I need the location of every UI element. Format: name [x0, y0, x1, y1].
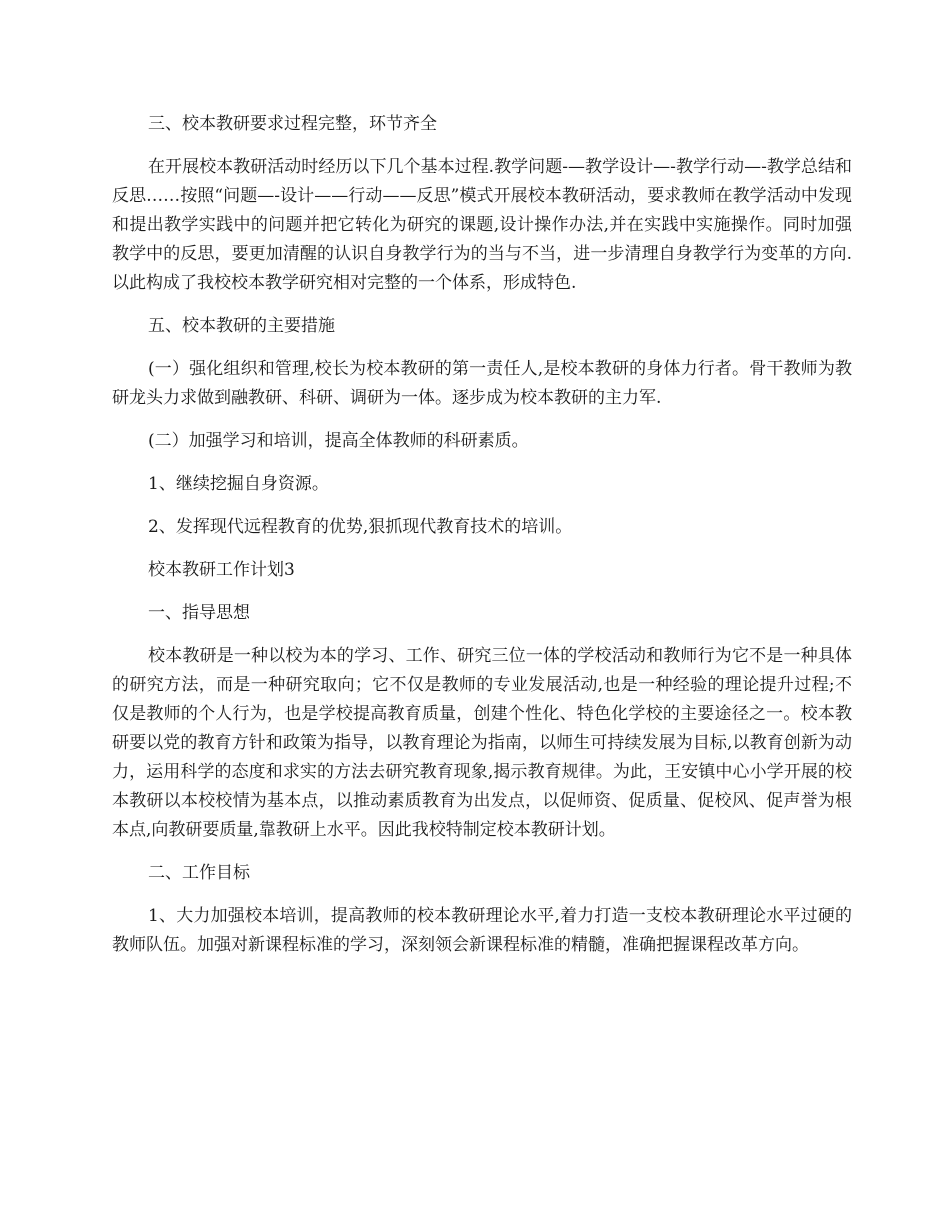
section-heading-measures: 五、校本教研的主要措施: [148, 316, 335, 336]
list-item-2: 2、发挥现代远程教育的优势,狠抓现代教育技术的培训。: [148, 517, 573, 537]
section-heading-process: 三、校本教研要求过程完整，环节齐全: [148, 114, 437, 134]
paragraph-guiding: 校本教研是一种以校为本的学习、工作、研究三位一体的学校活动和教师行为它不是一种具体的研究方法，而是一种研究取向；它不仅是教师的专业发展活动,也是一种经验的理论提升过程;不仅是教师的个人行为，也是学校提高教育质量，创建个性化、特色化学校的主要途径之一。校本教研要以党的教育方针和政策为指导，以教育理论为指南，以师生可持续发展为目标,以教育创新为动力，运用科学的态度和求实的方法去研究教育现象,揭示教育规律。为此，王安镇中心小学开展的校本教研以本校校情为基本点，以推动素质教育为出发点，以促师资、促质量、促校风、促声誉为根本点,向教研要质量,靠教研上水平。因此我校特制定校本教研计划。: [112, 646, 852, 840]
list-item-1: 1、继续挖掘自身资源。: [148, 474, 329, 494]
plan-title: 校本教研工作计划3: [148, 560, 295, 580]
paragraph-process: 在开展校本教研活动时经历以下几个基本过程.教学问题-—教学设计—-教学行动—-教学总结和反思……按照“问题—-设计——行动——反思”模式开展校本教研活动，要求教师在教学活动中发现和提出教学实践中的问题并把它转化为研究的课题,设计操作办法,并在实践中实施操作。同时加强教学中的反思，要更加清醒的认识自身教学行为的当与不当，进一步清理自身教学行为变革的方向.以此构成了我校校本教学研究相对完整的一个体系，形成特色.: [112, 157, 852, 293]
paragraph-goal-1: 1、大力加强校本培训，提高教师的校本教研理论水平,着力打造一支校本教研理论水平过硬的教师队伍。加强对新课程标准的学习，深刻领会新课程标准的精髓，准确把握课程改革方向。: [112, 906, 852, 955]
paragraph-measure-2: (二）加强学习和培训，提高全体教师的科研素质。: [148, 431, 529, 451]
section-heading-goals: 二、工作目标: [148, 863, 250, 883]
paragraph-measure-1: (一）强化组织和管理,校长为校本教研的第一责任人,是校本教研的身体力行者。骨干教师为教研龙头力求做到融教研、科研、调研为一体。逐步成为校本教研的主力军.: [112, 359, 852, 408]
document-body: [112, 110, 852, 974]
section-heading-guiding: 一、指导思想: [148, 603, 250, 623]
